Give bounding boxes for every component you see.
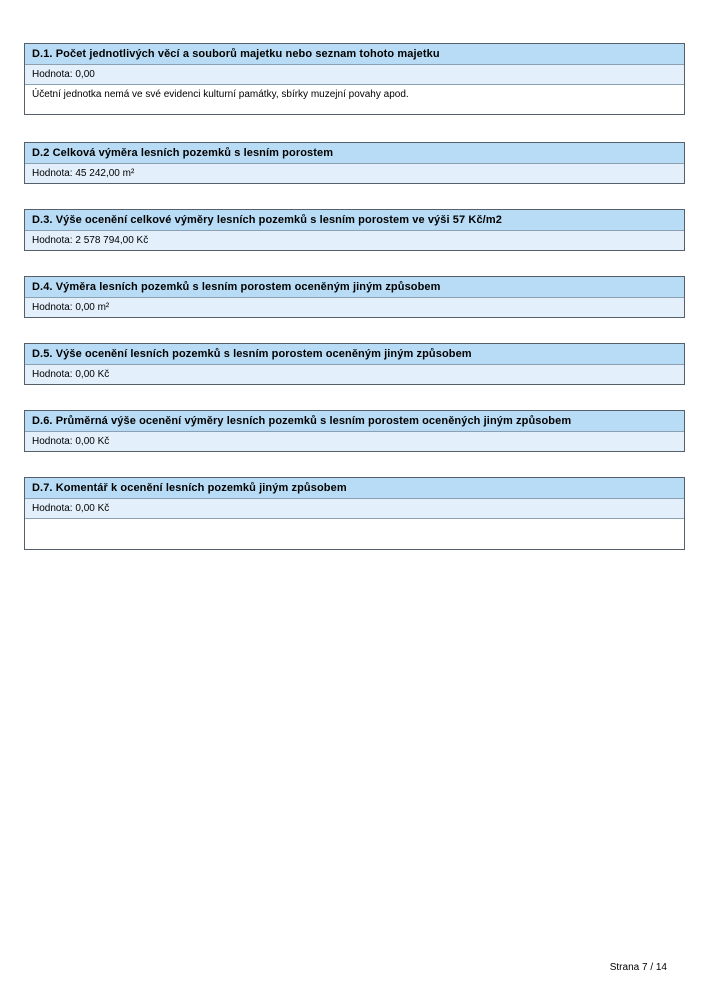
section-d7-comment: [25, 518, 684, 549]
section-d3-value: Hodnota: 2 578 794,00 Kč: [25, 230, 684, 250]
section-d3: [24, 209, 685, 251]
section-d6-value: Hodnota: 0,00 Kč: [25, 431, 684, 451]
section-d4-value: Hodnota: 0,00 m²: [25, 297, 684, 317]
section-d7: [24, 477, 685, 550]
section-d2: [24, 142, 685, 184]
section-d3-header: D.3. Výše ocenění celkové výměry lesních pozemků s lesním porostem ve výši 57 Kč/m2: [25, 210, 684, 230]
section-d2-value: Hodnota: 45 242,00 m²: [25, 163, 684, 183]
section-d5: [24, 343, 685, 385]
section-d5-value: Hodnota: 0,00 Kč: [25, 364, 684, 384]
section-d2-header: D.2 Celková výměra lesních pozemků s lesním porostem: [25, 143, 684, 163]
page-number: Strana 7 / 14: [609, 962, 667, 973]
section-d5-header: D.5. Výše ocenění lesních pozemků s lesním porostem oceněným jiným způsobem: [25, 344, 684, 364]
section-d7-header: D.7. Komentář k ocenění lesních pozemků jiným způsobem: [25, 478, 684, 498]
section-d4: [24, 276, 685, 318]
section-d1-comment: Účetní jednotka nemá ve své evidenci kulturní památky, sbírky muzejní povahy apod.: [25, 84, 684, 114]
section-d6: [24, 410, 685, 452]
section-d1-header: D.1. Počet jednotlivých věcí a souborů majetku nebo seznam tohoto majetku: [25, 44, 684, 64]
section-d4-header: D.4. Výměra lesních pozemků s lesním porostem oceněným jiným způsobem: [25, 277, 684, 297]
section-d6-header: D.6. Průměrná výše ocenění výměry lesních pozemků s lesním porostem oceněných jiným způsobem: [25, 411, 684, 431]
section-d7-value: Hodnota: 0,00 Kč: [25, 498, 684, 518]
section-d1: [24, 43, 685, 115]
document-body: [24, 43, 685, 575]
section-d1-value: Hodnota: 0,00: [25, 64, 684, 84]
